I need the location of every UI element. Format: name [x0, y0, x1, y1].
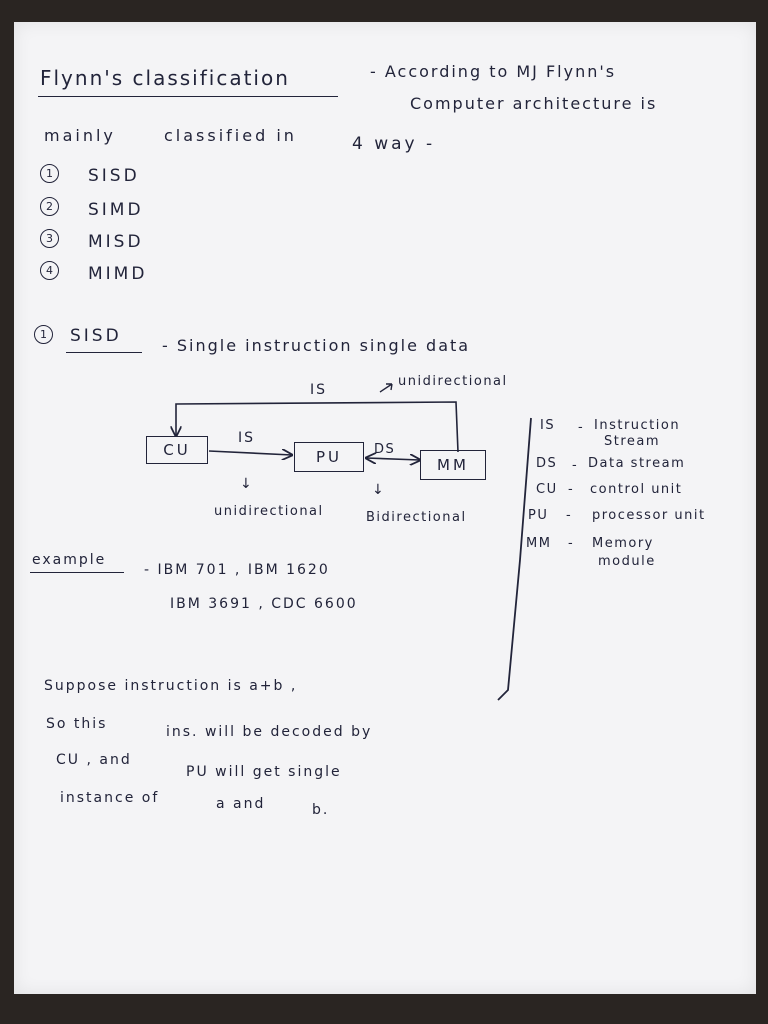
- legend-meaning: Data stream: [588, 456, 686, 471]
- list-item: MIMD: [88, 264, 148, 284]
- legend-meaning: Memory: [592, 536, 654, 551]
- page-title: Flynn's classification: [40, 66, 290, 90]
- legend-meaning: Instruction: [594, 418, 681, 433]
- mm-box: MM: [420, 450, 486, 480]
- list-number: 2: [40, 197, 59, 216]
- feedback-note: unidirectional: [398, 374, 508, 389]
- intro-line-3b: classified in: [164, 126, 297, 145]
- legend-meaning-2: Stream: [604, 434, 661, 449]
- legend-abbr: IS: [540, 418, 556, 433]
- legend-abbr: MM: [526, 536, 552, 551]
- list-number: 3: [40, 229, 59, 248]
- note-line-4c: b.: [312, 802, 330, 818]
- example-line-1: - IBM 701 , IBM 1620: [144, 562, 330, 578]
- legend-meaning: processor unit: [592, 508, 706, 523]
- note-line-2b: ins. will be decoded by: [166, 724, 373, 740]
- section-definition: - Single instruction single data: [162, 336, 471, 355]
- legend-abbr: PU: [528, 508, 549, 523]
- intro-line-2: Computer architecture is: [410, 94, 658, 113]
- legend-meaning-2: module: [598, 554, 656, 569]
- legend-abbr: CU: [536, 482, 558, 497]
- intro-line-1: - According to MJ Flynn's: [370, 62, 617, 81]
- legend-abbr: DS: [536, 456, 558, 471]
- is-label: IS: [238, 430, 256, 446]
- example-line-2: IBM 3691 , CDC 6600: [170, 596, 358, 612]
- list-number: 1: [40, 164, 59, 183]
- list-item: SIMD: [88, 200, 144, 220]
- uni-label: unidirectional: [214, 504, 324, 519]
- list-item: SISD: [88, 166, 140, 186]
- bi-label: Bidirectional: [366, 510, 467, 525]
- list-item: MISD: [88, 232, 144, 252]
- note-line-3b: PU will get single: [186, 764, 342, 780]
- legend-dash: -: [568, 482, 575, 497]
- list-number: 4: [40, 261, 59, 280]
- legend-dash: -: [568, 536, 575, 551]
- example-label: example: [32, 552, 107, 568]
- note-line-3a: CU , and: [56, 752, 132, 768]
- section-number: 1: [34, 325, 53, 344]
- cu-box: CU: [146, 436, 208, 464]
- feedback-label: IS: [310, 382, 328, 398]
- legend-meaning: control unit: [590, 482, 683, 497]
- note-line-4a: instance of: [60, 790, 160, 806]
- note-line-4b: a and: [216, 796, 266, 812]
- note-line-1: Suppose instruction is a+b ,: [44, 678, 298, 694]
- note-line-2a: So this: [46, 716, 108, 732]
- legend-dash: -: [578, 420, 585, 435]
- example-underline: [30, 572, 124, 573]
- legend-dash: -: [572, 458, 579, 473]
- legend-dash: -: [566, 508, 573, 523]
- uni-arrow: ↓: [240, 476, 254, 492]
- intro-line-3a: mainly: [44, 126, 116, 145]
- section-heading: SISD: [70, 326, 122, 346]
- bi-arrow: ↓: [372, 482, 386, 498]
- ds-label: DS: [374, 442, 396, 457]
- intro-line-3c: 4 way -: [352, 134, 436, 154]
- pu-box: PU: [294, 442, 364, 472]
